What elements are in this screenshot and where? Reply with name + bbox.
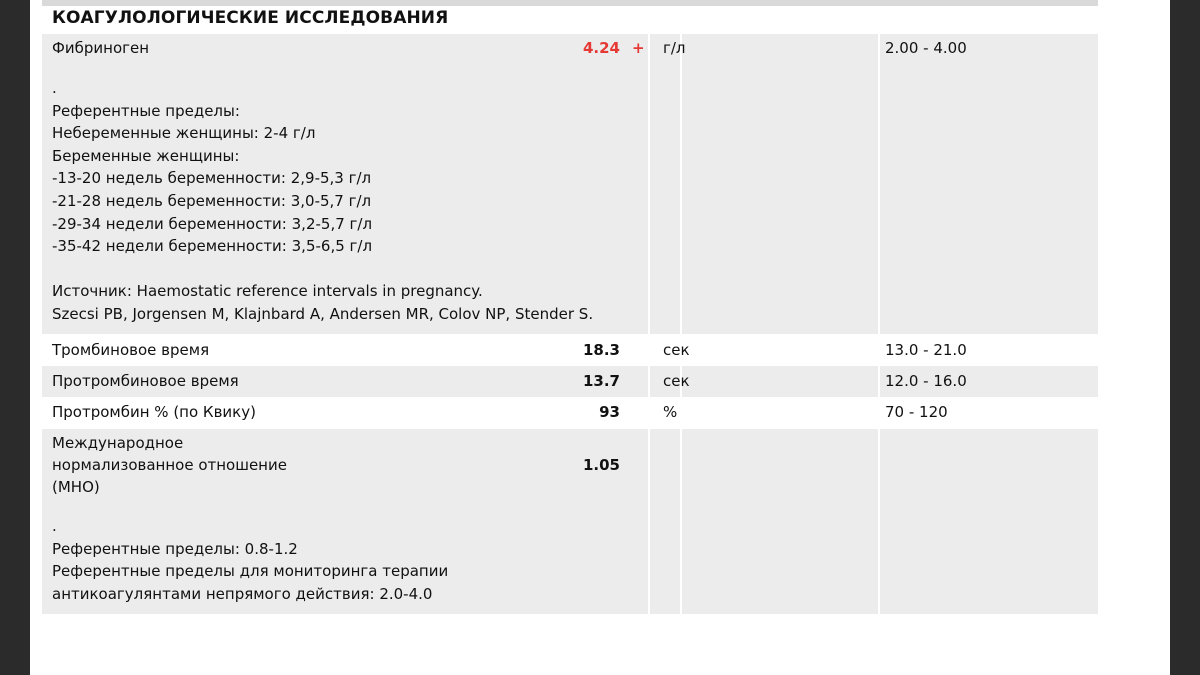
test-value: 4.24 — [582, 39, 620, 57]
note-line: Референтные пределы: — [52, 101, 240, 120]
table-row-fibrinogen — [42, 34, 1098, 334]
test-note — [52, 515, 448, 605]
column-separator — [648, 429, 650, 614]
table-row-prothrombin-time — [42, 366, 1098, 397]
note-line: Szecsi PB, Jorgensen M, Klajnbard A, Andersen MR, Colov NP, Stender S. — [52, 304, 594, 323]
note-line: Небеременные женщины: 2-4 г/л — [52, 124, 316, 143]
note-line: антикоагулянтами непрямого действия: 2.0-4.0 — [52, 584, 433, 603]
reference-range: 12.0 - 16.0 — [885, 372, 967, 390]
note-line: -13-20 недель беременности: 2,9-5,3 г/л — [52, 169, 372, 188]
reference-range: 70 - 120 — [885, 403, 948, 421]
test-value: 13.7 — [582, 372, 620, 390]
test-value: 18.3 — [582, 341, 620, 359]
column-separator — [878, 366, 880, 397]
abnormal-flag: + — [632, 39, 645, 57]
column-separator — [648, 366, 650, 397]
note-line: . — [52, 79, 57, 97]
table-row-inr — [42, 429, 1098, 614]
test-value: 93 — [599, 403, 620, 421]
reference-range: 13.0 - 21.0 — [885, 341, 967, 359]
table-row-prothrombin-percent — [42, 397, 1098, 428]
test-name: Протромбин % (по Квику) — [52, 403, 256, 421]
test-note — [52, 77, 593, 326]
test-name-line: нормализованное отношение — [52, 456, 287, 474]
test-unit: сек — [663, 372, 690, 390]
note-line: Беременные женщины: — [52, 146, 240, 165]
note-line: -35-42 недели беременности: 3,5-6,5 г/л — [52, 237, 373, 256]
note-line — [52, 258, 593, 281]
test-unit: г/л — [663, 39, 686, 57]
note-line: Референтные пределы для мониторинга терапии — [52, 562, 449, 581]
table-row-thrombin-time — [42, 335, 1098, 366]
test-unit: % — [663, 403, 678, 421]
note-line: Референтные пределы: 0.8-1.2 — [52, 539, 298, 558]
note-line: . — [52, 517, 57, 535]
table-top-border — [42, 0, 1098, 6]
column-separator — [878, 34, 880, 334]
note-line: Источник: Haemostatic reference intervals in pregnancy. — [52, 282, 483, 301]
test-value: 1.05 — [582, 456, 620, 474]
test-name: Протромбиновое время — [52, 372, 239, 390]
note-line: -21-28 недель беременности: 3,0-5,7 г/л — [52, 191, 372, 210]
section-title: КОАГУЛОЛОГИЧЕСКИЕ ИССЛЕДОВАНИЯ — [52, 8, 449, 28]
column-separator — [680, 34, 682, 334]
reference-range: 2.00 - 4.00 — [885, 39, 967, 57]
test-name: Тромбиновое время — [52, 341, 210, 359]
test-name-line: (МНО) — [52, 478, 100, 496]
test-name-line: Международное — [52, 434, 184, 452]
column-separator — [680, 429, 682, 614]
test-name — [52, 432, 287, 498]
test-unit: сек — [663, 341, 690, 359]
column-separator — [878, 429, 880, 614]
note-line: -29-34 недели беременности: 3,2-5,7 г/л — [52, 214, 373, 233]
column-separator — [648, 34, 650, 334]
test-name: Фибриноген — [52, 39, 150, 57]
